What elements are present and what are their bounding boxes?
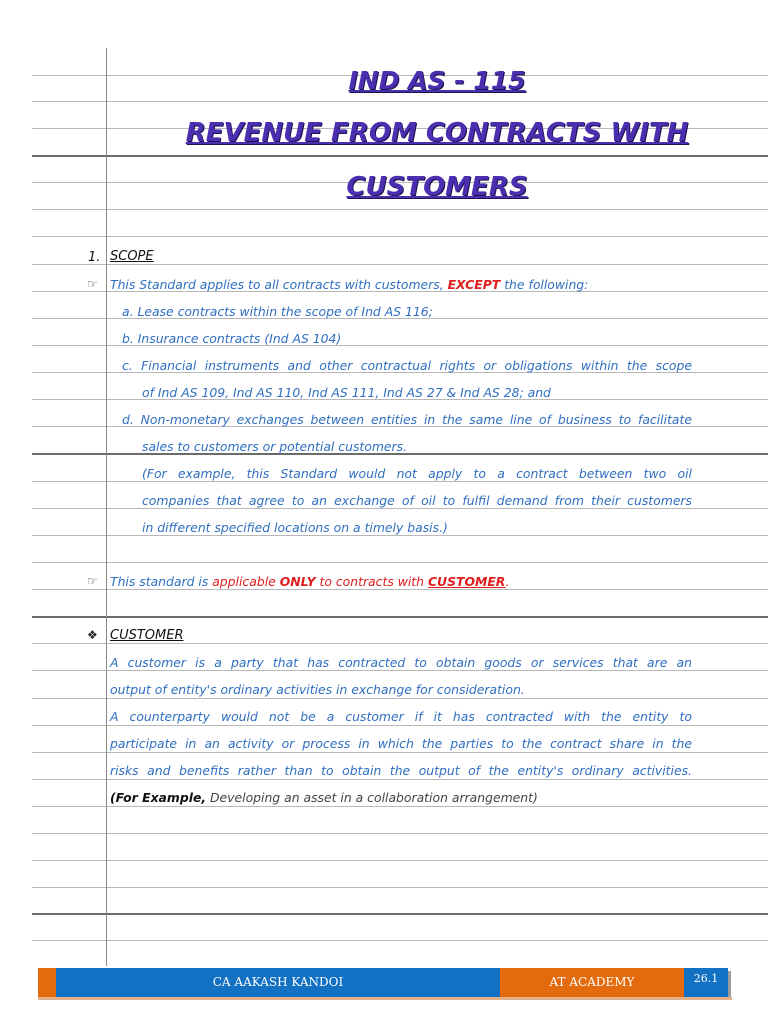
scope-example-line1: (For example, this Standard would not apply to a contract between two oil xyxy=(142,466,692,481)
for-example-label: (For Example, xyxy=(110,790,207,805)
applicable-statement: This standard is applicable ONLY to contracts with CUSTOMER. xyxy=(110,574,510,589)
scope-intro: This Standard applies to all contracts with customers, EXCEPT the following: xyxy=(110,277,589,292)
scope-number: 1. xyxy=(88,250,101,265)
customer-p1-line2: output of entity's ordinary activities in exchange for consideration. xyxy=(110,682,525,697)
footer-academy: AT ACADEMY xyxy=(500,968,684,997)
footer-underline xyxy=(38,997,732,1000)
customer-label: CUSTOMER xyxy=(427,574,506,589)
four-diamond-bullet-icon: ❖ xyxy=(87,628,98,642)
title-line-3: CUSTOMERS xyxy=(346,172,528,202)
scope-item-d-line1: d. Non-monetary exchanges between entities in the same line of business to facilitate xyxy=(122,412,692,427)
customer-p2-line2: participate in an activity or process in which the parties to the contract share in the xyxy=(110,736,692,751)
pointing-hand-icon: ☞ xyxy=(87,574,98,588)
scope-item-c-line1: c. Financial instruments and other contractual rights or obligations within the scope xyxy=(122,358,692,373)
footer-page-number: 26.1 xyxy=(684,968,728,997)
footer-left-accent xyxy=(38,968,56,997)
customer-example: (For Example, Developing an asset in a collaboration arrangement) xyxy=(110,790,538,805)
scope-item-d-line2: sales to customers or potential customers. xyxy=(142,439,408,454)
customer-p2-line3: risks and benefits rather than to obtain the output of the entity's ordinary activities. xyxy=(110,763,692,778)
scope-example-line2: companies that agree to an exchange of oil to fulfil demand from their customers xyxy=(142,493,692,508)
pointing-hand-icon: ☞ xyxy=(87,277,98,291)
except-label: EXCEPT xyxy=(447,277,501,292)
scope-item-c-line2: of Ind AS 109, Ind AS 110, Ind AS 111, Ind AS 27 & Ind AS 28; and xyxy=(142,385,551,400)
scope-example-line3: in different specified locations on a timely basis.) xyxy=(142,520,448,535)
scope-heading: SCOPE xyxy=(110,249,154,264)
customer-p2-line1: A counterparty would not be a customer if it has contracted with the entity to xyxy=(110,709,692,724)
only-label: ONLY xyxy=(279,574,316,589)
title-line-2: REVENUE FROM CONTRACTS WITH xyxy=(185,118,689,148)
title-line-1: IND AS - 115 xyxy=(348,66,526,95)
footer-bar xyxy=(38,968,728,997)
scope-item-b: b. Insurance contracts (Ind AS 104) xyxy=(122,331,342,346)
footer-author: CA AAKASH KANDOI xyxy=(56,968,500,997)
customer-p1-line1: A customer is a party that has contracted to obtain goods or services that are an xyxy=(110,655,692,670)
customer-heading: CUSTOMER xyxy=(110,628,184,643)
scope-item-a: a. Lease contracts within the scope of Ind AS 116; xyxy=(122,304,433,319)
